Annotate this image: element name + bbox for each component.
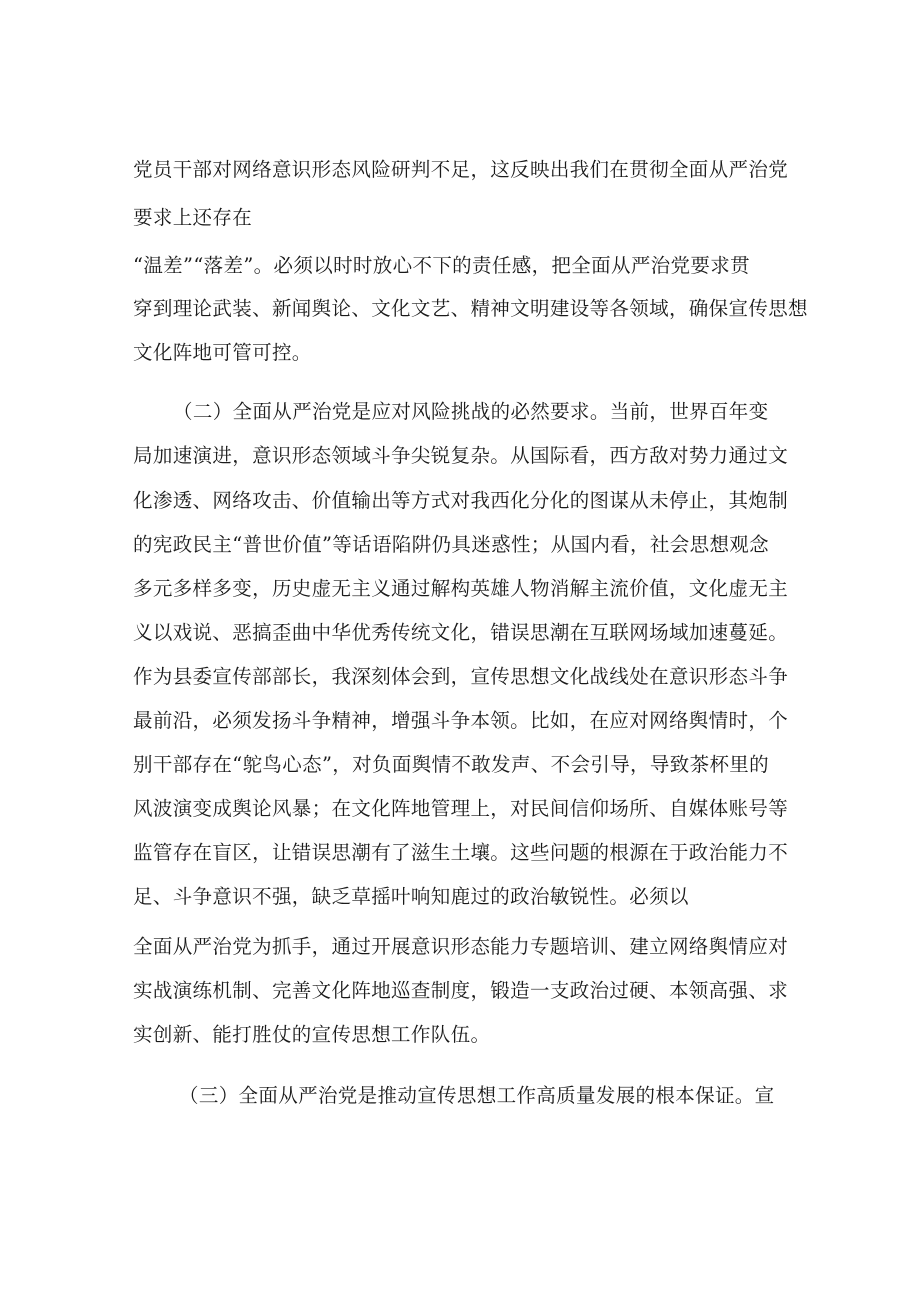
- text-line: 文化阵地可管可控。: [133, 341, 312, 364]
- text-line: 监管存在盲区，让错误思潮有了滋生土壤。这些问题的根源在于政治能力不: [133, 841, 789, 864]
- text-line: 实战演练机制、完善文化阵地巡查制度，锻造一支政治过硬、本领高强、求: [133, 979, 789, 1002]
- paragraph-heading-line: （三）全面从严治党是推动宣传思想工作高质量发展的根本保证。宣: [179, 1084, 775, 1107]
- text-line: 义以戏说、恶搞歪曲中华优秀传统文化，错误思潮在互联网场域加速蔓延。: [133, 621, 789, 644]
- text-line: 党员干部对网络意识形态风险研判不足，这反映出我们在贯彻全面从严治党: [133, 158, 789, 181]
- text-line: 足、斗争意识不强，缺乏草摇叶响知鹿过的政治敏锐性。必须以: [133, 885, 689, 908]
- text-line: 全面从严治党为抓手，通过开展意识形态能力专题培训、建立网络舆情应对: [133, 935, 789, 958]
- text-line: 多元多样多变，历史虚无主义通过解构英雄人物消解主流价值，文化虚无主: [133, 577, 789, 600]
- text-line: 的宪政民主“普世价值”等话语陷阱仍具迷惑性；从国内看，社会思想观念: [133, 533, 769, 556]
- text-line: 作为县委宣传部部长，我深刻体会到，宣传思想文化战线处在意识形态斗争: [133, 665, 789, 688]
- text-line: “温差”“落差”。必须以时时放心不下的责任感，把全面从严治党要求贯: [133, 254, 750, 277]
- text-line: 穿到理论武装、新闻舆论、文化文艺、精神文明建设等各领域，确保宣传思想: [133, 297, 808, 320]
- text-line: 别干部存在“鸵鸟心态”，对负面舆情不敢发声、不会引导，导致茶杯里的: [133, 753, 769, 776]
- text-line: 最前沿，必须发扬斗争精神，增强斗争本领。比如，在应对网络舆情时，个: [133, 709, 789, 732]
- text-line: 要求上还存在: [133, 206, 253, 229]
- text-line: 化渗透、网络攻击、价值输出等方式对我西化分化的图谋从未停止，其炮制: [133, 489, 789, 512]
- paragraph-heading-line: （二）全面从严治党是应对风险挑战的必然要求。当前，世界百年变: [173, 400, 769, 423]
- text-line: 风波演变成舆论风暴；在文化阵地管理上，对民间信仰场所、自媒体账号等: [133, 797, 789, 820]
- text-line: 实创新、能打胜仗的宣传思想工作队伍。: [133, 1023, 491, 1046]
- text-line: 局加速演进，意识形态领域斗争尖锐复杂。从国际看，西方敌对势力通过文: [133, 444, 789, 467]
